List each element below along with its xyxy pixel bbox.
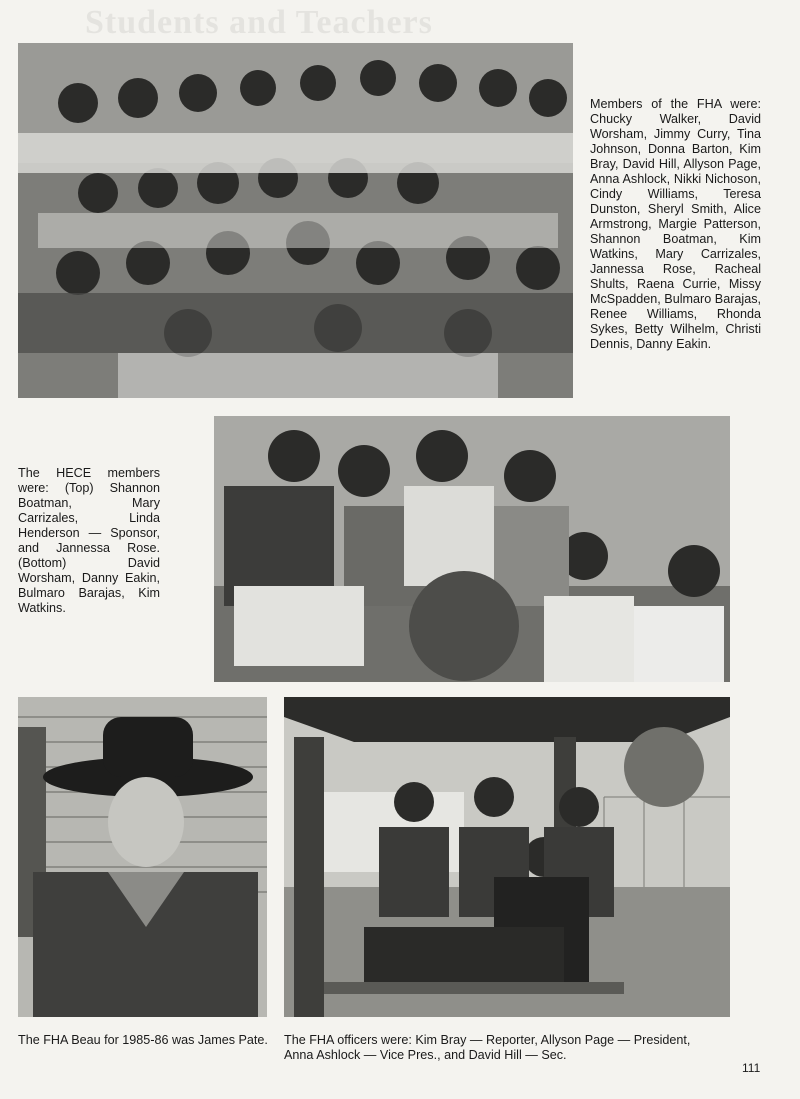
hece-members-caption: The HECE members were: (Top) Shannon Boatman, Mary Carrizales, Linda Henderson — Sponsor, and Jannessa Rose. (Bottom) David Worsham, Danny Eakin, Bulmaro Barajas, Kim Watkins.	[18, 466, 160, 615]
fha-beau-photo	[18, 697, 267, 1017]
fha-officers-caption: The FHA officers were: Kim Bray — Reporter, Allyson Page — President, Anna Ashlock — Vice Pres., and David Hill — Sec.	[284, 1033, 691, 1062]
fha-group-photo	[18, 43, 573, 398]
fha-beau-caption: The FHA Beau for 1985-86 was James Pate.	[18, 1033, 268, 1047]
hece-group-photo	[214, 416, 730, 682]
show-through-heading: Students and Teachers	[85, 4, 433, 41]
fha-officers-photo	[284, 697, 730, 1017]
page-number: 111	[742, 1061, 761, 1075]
fha-members-caption: Members of the FHA were: Chucky Walker, David Worsham, Jimmy Curry, Tina Johnson, Donna Barton, Kim Bray, David Hill, Allyson Page, Anna Ashlock, Nikki Nichoson, Cindy Williams, Teresa Dunston, Sheryl Smith, Alice Armstrong, Margie Patterson, Shannon Boatman, Kim Watkins, Mary Carrizales, Jannessa Rose, Racheal Shults, Raena Currie, Missy McSpadden, Bulmaro Barajas, Renee Williams, Rhonda Sykes, Betty Wilhelm, Christi Dennis, Danny Eakin.	[590, 97, 761, 351]
